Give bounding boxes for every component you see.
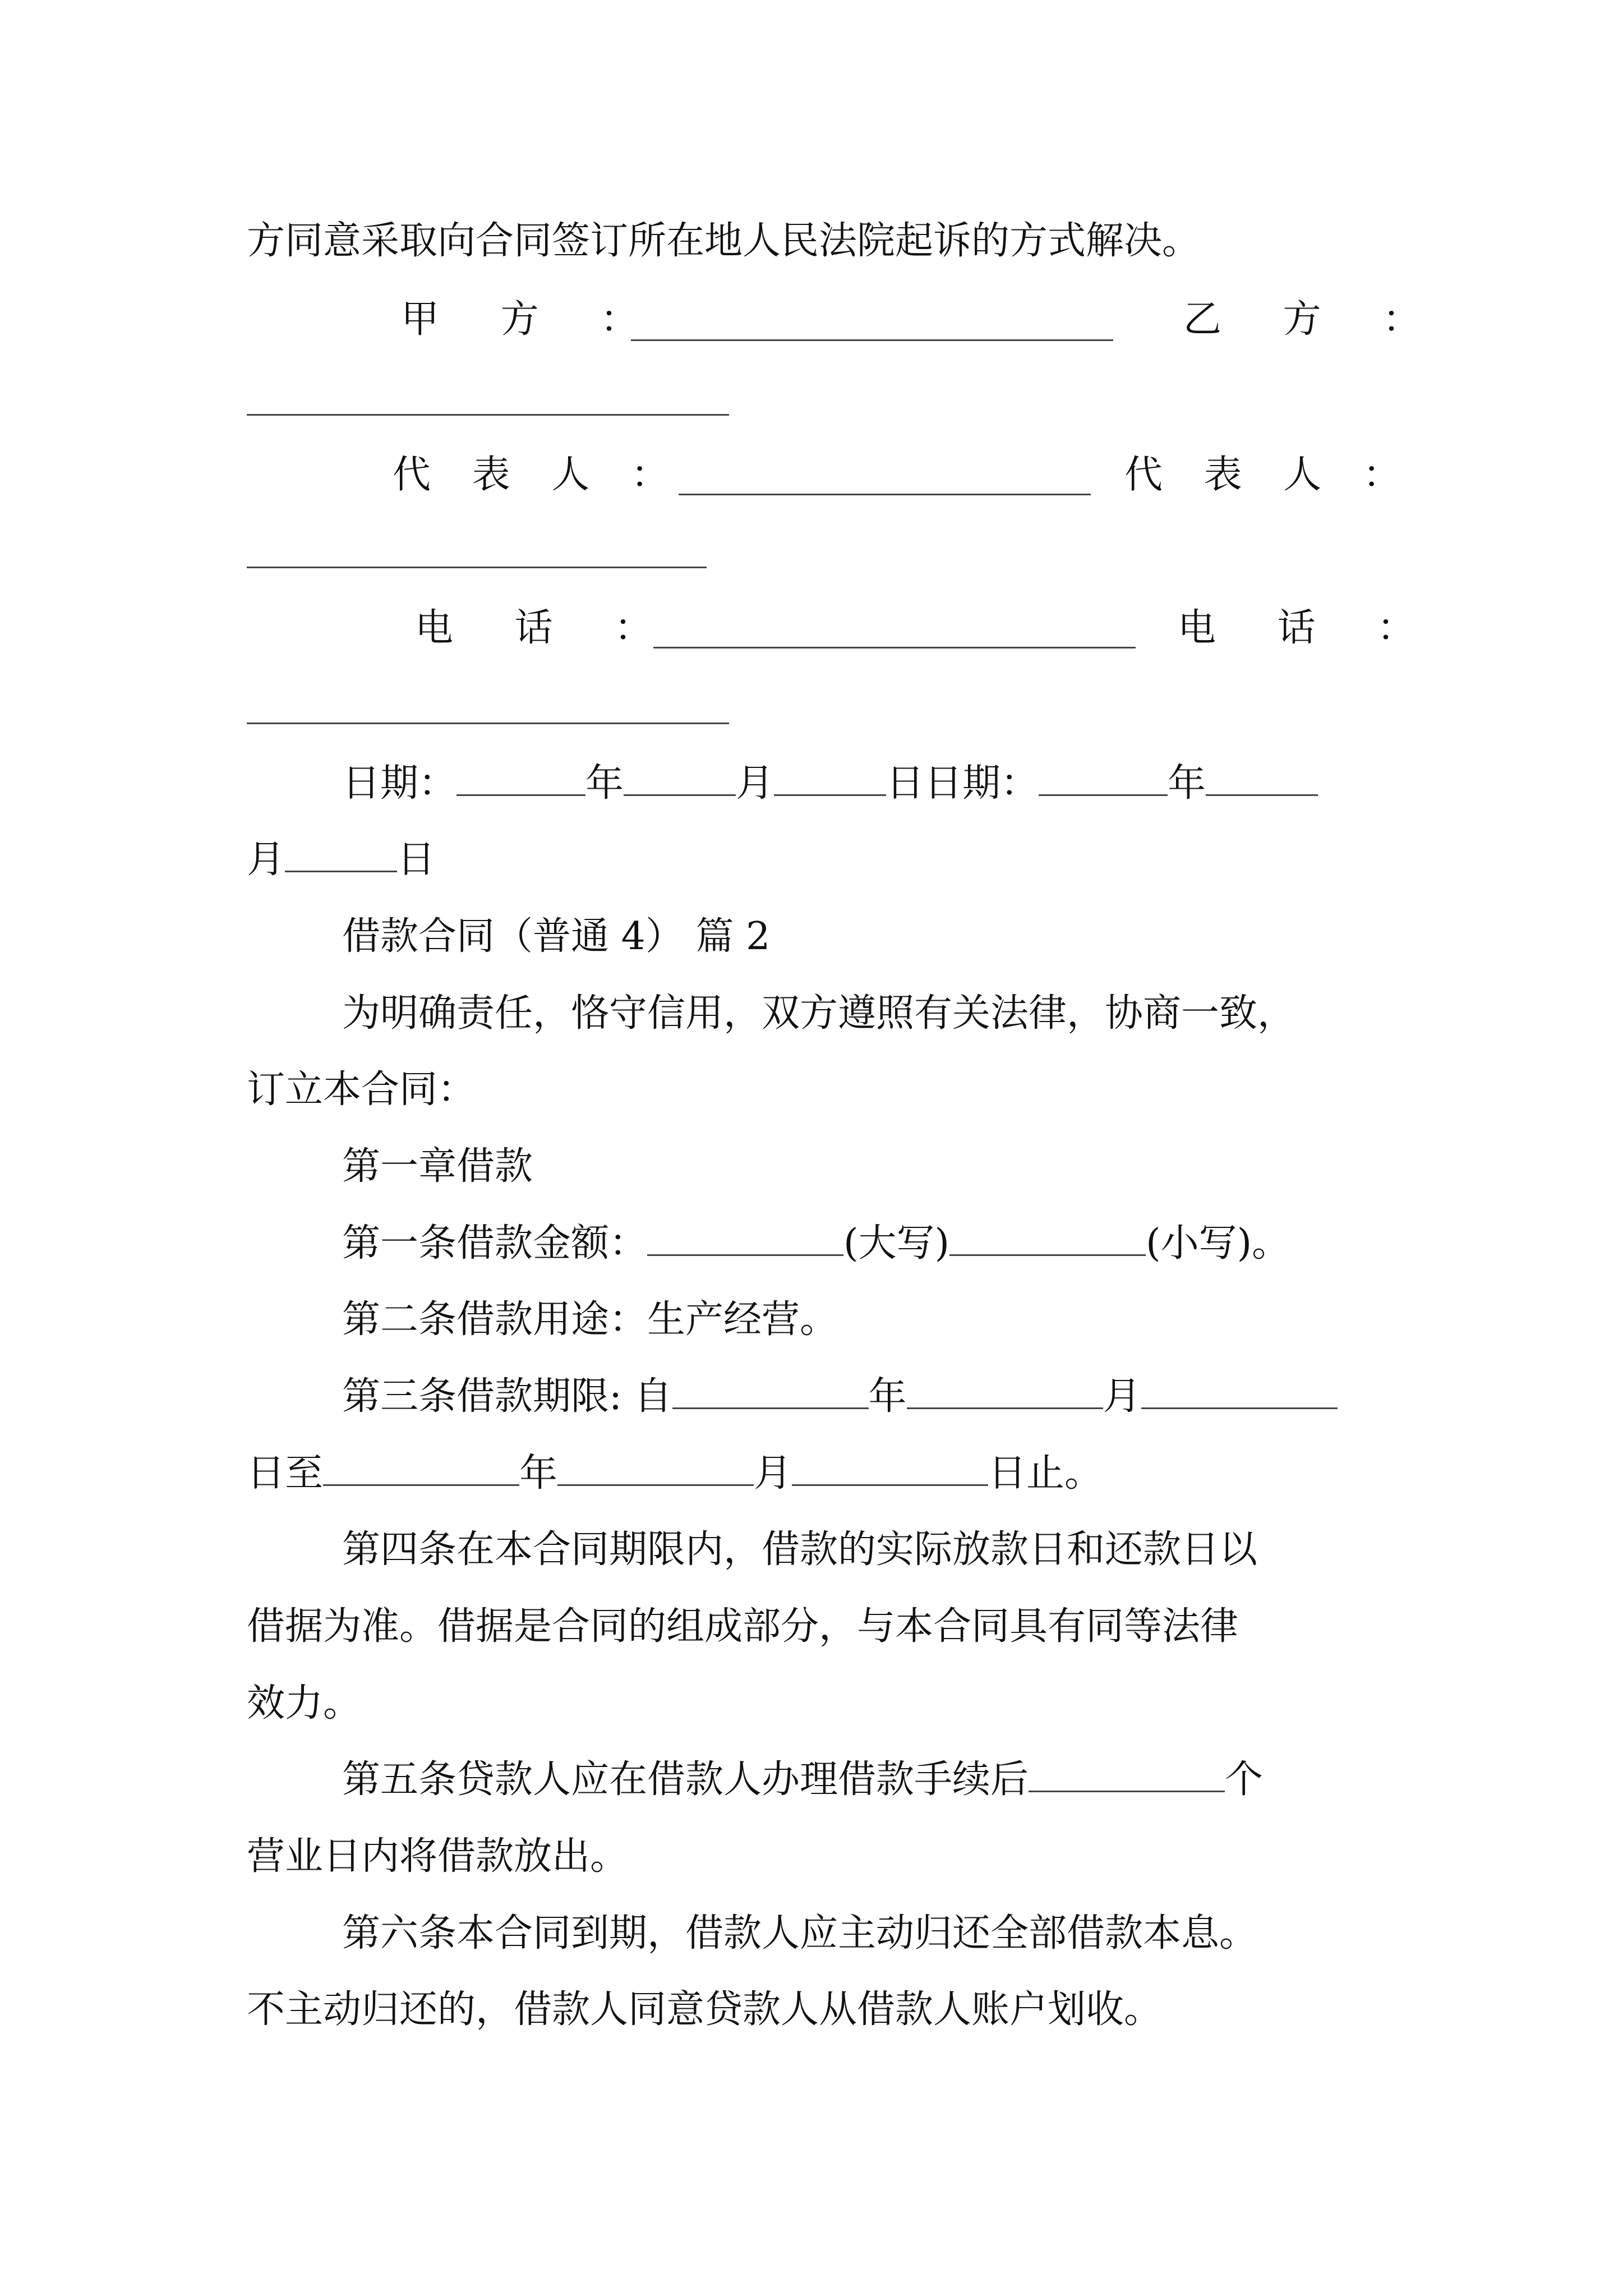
article-5-unit: 个: [1225, 1757, 1264, 1802]
tel-a-label: 电 话 ：: [415, 606, 677, 650]
rep-a-blank: [679, 494, 1091, 495]
section-title: 借款合同（普通 4） 篇 2: [342, 914, 771, 959]
party-b-label: 乙 方 ：: [1183, 297, 1446, 342]
article-4-line-3: 效力。: [247, 1681, 362, 1726]
year-blank: [457, 760, 585, 796]
year-blank-b: [1039, 760, 1168, 796]
end-year-blank: [323, 1450, 519, 1486]
chapter-heading: 第一章借款: [342, 1144, 533, 1189]
intro-line-1: 为明确责任，恪守信用，双方遵照有关法律，协商一致，: [342, 991, 1296, 1036]
article-2: 第二条借款用途：生产经营。: [342, 1297, 838, 1342]
start-month-blank: [907, 1373, 1103, 1409]
article-1-label: 第一条借款金额：: [342, 1221, 648, 1266]
year-text: 年: [585, 761, 624, 806]
article-3-label: 第三条借款期限: 自: [342, 1374, 672, 1419]
day-to-text: 日至: [247, 1451, 324, 1496]
intro-line-2: 订立本合同：: [247, 1068, 476, 1112]
end-month-blank: [557, 1450, 754, 1486]
party-b-blank: [247, 414, 729, 416]
party-a-blank: [631, 339, 1113, 341]
amount-lower-label: (小写)。: [1146, 1221, 1290, 1266]
day-blank-b: [285, 836, 397, 872]
start-year-text: 年: [868, 1374, 907, 1419]
rep-b-label: 代 表 人 ：: [1124, 453, 1415, 497]
rep-b-blank: [247, 567, 707, 568]
date-label-a: 日期：: [342, 761, 457, 806]
article-5-line-2: 营业日内将借款放出。: [247, 1834, 629, 1879]
month-text-b: 月: [247, 838, 285, 882]
article-3-cont: [247, 1448, 1103, 1499]
month-blank-b-start: [1206, 760, 1318, 796]
article-3: [342, 1372, 1338, 1422]
party-a-label: 甲 方 ：: [401, 297, 663, 342]
article-6-line-1: 第六条本合同到期，借款人应主动归还全部借款本息。: [342, 1911, 1258, 1955]
date-line: [342, 758, 1318, 809]
article-4-line-1: 第四条在本合同期限内，借款的实际放款日和还款日以: [342, 1527, 1258, 1572]
month-text: 月: [736, 761, 774, 806]
end-day-blank: [792, 1450, 988, 1486]
article-6-line-2: 不主动归还的，借款人同意贷款人从借款人账户划收。: [247, 1987, 1163, 2032]
article-5-text: 第五条贷款人应在借款人办理借款手续后: [342, 1757, 1029, 1802]
text-line: 方同意采取向合同签订所在地人民法院起诉的方式解决。: [247, 219, 1201, 263]
end-text: 日止。: [988, 1451, 1103, 1496]
start-day-blank: [1141, 1373, 1338, 1409]
day-blank: [774, 760, 886, 796]
article-5-line-1: [342, 1755, 1263, 1805]
article-1: [342, 1218, 1290, 1269]
end-year-text: 年: [519, 1451, 558, 1496]
month-blank: [624, 760, 736, 796]
amount-lower-blank: [949, 1220, 1146, 1256]
day-date-text: 日日期：: [886, 761, 1039, 806]
amount-upper-blank: [647, 1220, 843, 1256]
tel-b-label: 电 话 ：: [1178, 606, 1440, 650]
start-month-text: 月: [1103, 1374, 1141, 1419]
end-month-text: 月: [754, 1451, 792, 1496]
tel-b-blank: [247, 723, 729, 724]
days-blank: [1029, 1756, 1225, 1792]
day-text-b: 日: [397, 838, 436, 882]
start-year-blank: [672, 1373, 869, 1409]
amount-upper-label: (大写): [843, 1221, 950, 1266]
rep-a-label: 代 表 人 ：: [393, 453, 684, 497]
tel-a-blank: [653, 647, 1136, 648]
year-text-b: 年: [1168, 761, 1206, 806]
article-4-line-2: 借据为准。借据是合同的组成部分，与本合同具有同等法律: [247, 1604, 1239, 1649]
date-line-cont: [247, 835, 435, 885]
